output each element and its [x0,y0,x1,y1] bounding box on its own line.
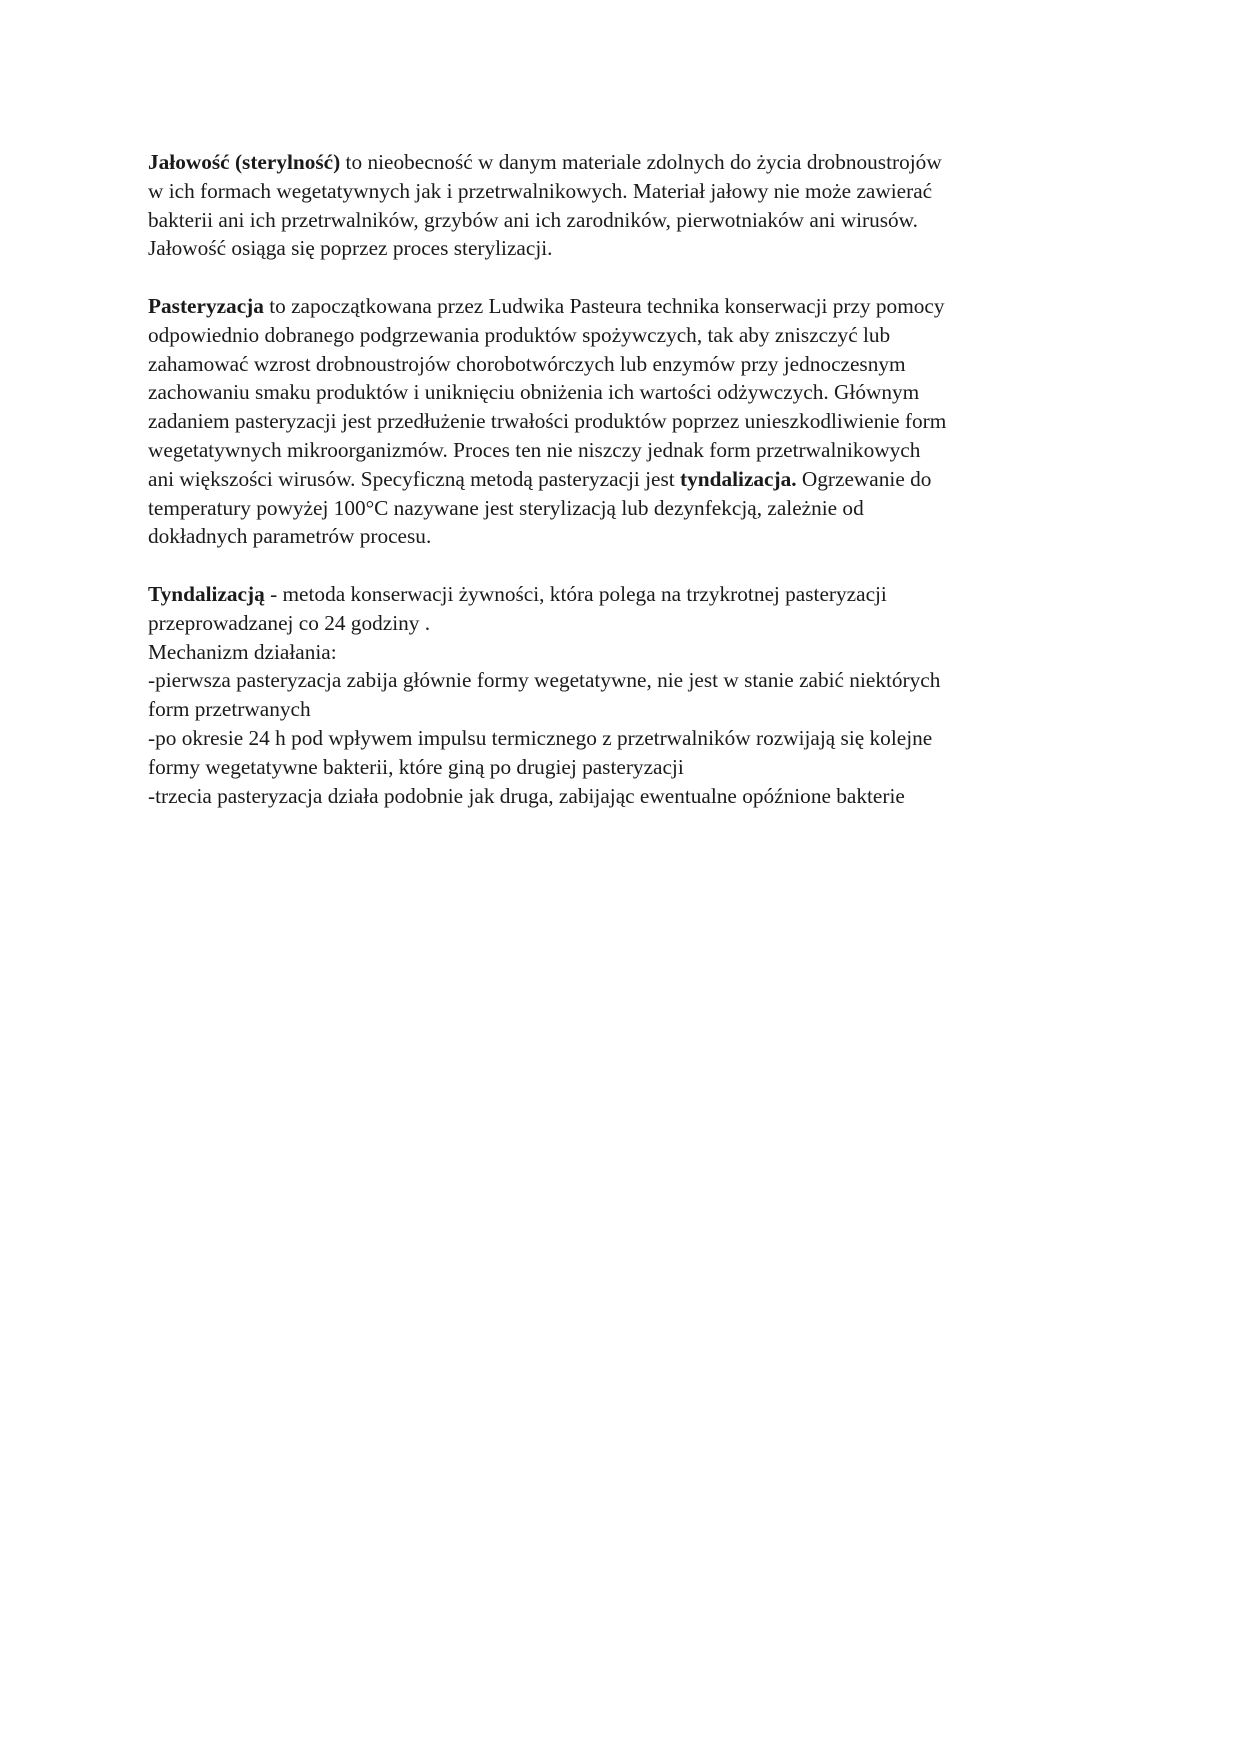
text-line: przeprowadzanej co 24 godziny . [148,610,431,635]
mechanism-item: -po okresie 24 h pod wpływem impulsu termicznego z przetrwalników rozwijają się kolejne [148,725,933,750]
text-line: zadaniem pasteryzacji jest przedłużenie trwałości produktów poprzez unieszkodliwienie form [148,409,947,434]
text-line: zachowaniu smaku produktów i uniknięciu obniżenia ich wartości odżywczych. Głównym [148,380,920,405]
text-line: form przetrwanych [148,697,311,722]
text-line: bakterii ani ich przetrwalników, grzybów ani ich zarodników, pierwotniaków ani wirusów. [148,207,919,232]
text-line: ani większości wirusów. Specyficzną metodą pasteryzacji jest tyndalizacja. Ogrzewanie do [148,466,932,491]
text-line: w ich formach wegetatywnych jak i przetrwalnikowych. Materiał jałowy nie może zawierać [148,178,933,203]
text-line: wegetatywnych mikroorganizmów. Proces ten nie niszczy jednak form przetrwalnikowych [148,437,921,462]
mechanism-item: -trzecia pasteryzacja działa podobnie jak druga, zabijając ewentualne opóźnione bakterie [148,783,905,808]
text-line: odpowiednio dobranego podgrzewania produktów spożywczych, tak aby zniszczyć lub [148,322,891,347]
term-tyndallization-inline: tyndalizacja. [680,466,797,491]
text-line: formy wegetatywne bakterii, które giną po drugiej pasteryzacji [148,754,684,779]
paragraph-tyndallization [148,580,1098,810]
paragraph-sterility [148,148,1098,263]
mechanism-item: -pierwsza pasteryzacja zabija głównie formy wegetatywne, nie jest w stanie zabić niektórych [148,668,941,693]
text-line: temperatury powyżej 100°C nazywane jest sterylizacją lub dezynfekcją, zależnie od [148,495,864,520]
text-line: Tyndalizacją - metoda konserwacji żywności, która polega na trzykrotnej pasteryzacji [148,581,887,606]
term-sterility: Jałowość (sterylność) [148,150,341,174]
text-line: zahamować wzrost drobnoustrojów chorobotwórczych lub enzymów przy jednoczesnym [148,351,906,376]
term-tyndallization: Tyndalizacją [148,581,265,606]
term-pasteurization: Pasteryzacja [148,293,264,318]
paragraph-pasteurization [148,292,1098,551]
text-line: Jałowość osiąga się poprzez proces sterylizacji. [148,236,553,261]
text-line: Pasteryzacja to zapoczątkowana przez Ludwika Pasteura technika konserwacji przy pomocy [148,293,945,318]
text-line: dokładnych parametrów procesu. [148,524,432,549]
mechanism-heading: Mechanizm działania: [148,639,337,664]
text-line: Jałowość (sterylność) to nieobecność w danym materiale zdolnych do życia drobnoustrojów [148,150,942,174]
document-body [148,148,1098,839]
